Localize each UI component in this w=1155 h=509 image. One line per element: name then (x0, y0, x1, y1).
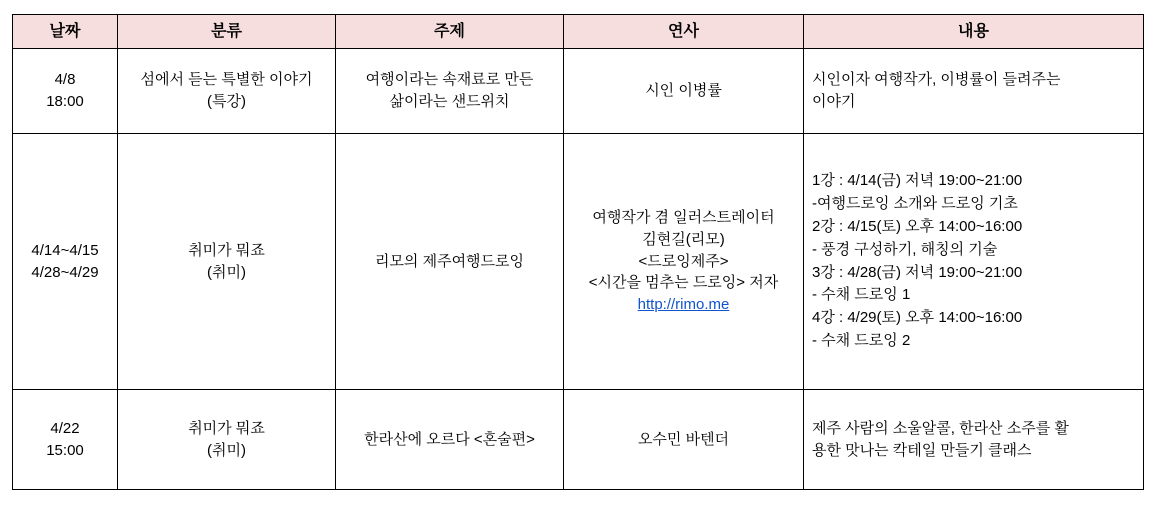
table-header-row (13, 15, 1144, 49)
cell-date (13, 134, 118, 390)
content-line: 용한 맛나는 칵테일 만들기 클래스 (812, 441, 1032, 459)
category-line: (특강) (207, 93, 246, 110)
speaker-line: <드로잉제주> (638, 252, 729, 270)
date-line: 4/8 (54, 71, 76, 89)
category-line: 취미가 뭐죠 (188, 419, 265, 437)
topic-line: 삶이라는 샌드위치 (389, 93, 510, 110)
content-line: 제주 사람의 소울알콜, 한라산 소주를 활 (812, 419, 1069, 437)
cell-category (118, 49, 336, 134)
date-line: 4/28~4/29 (31, 263, 99, 281)
content-line: - 풍경 구성하기, 해칭의 기술 (812, 240, 998, 258)
column-header-topic: 주제 (336, 15, 564, 49)
table-body (13, 49, 1144, 490)
cell-date (13, 390, 118, 490)
cell-category (118, 390, 336, 490)
speaker-line: 시인 이병률 (645, 82, 722, 100)
cell-speaker (564, 390, 804, 490)
table-row (13, 49, 1144, 134)
date-line: 18:00 (46, 93, 84, 110)
date-line: 15:00 (46, 441, 84, 459)
speaker-line: <시간을 멈추는 드로잉> 저자 (588, 274, 779, 292)
column-header-content: 내용 (804, 15, 1144, 49)
cell-topic (336, 390, 564, 490)
content-line: - 수채 드로잉 1 (812, 286, 911, 304)
topic-line: 리모의 제주여행드로잉 (374, 252, 525, 270)
content-line: 이야기 (812, 93, 856, 110)
speaker-line: 오수민 바텐더 (637, 430, 730, 448)
cell-speaker (564, 49, 804, 134)
speaker-line: 여행작가 겸 일러스트레이터 (592, 209, 775, 227)
table-row (13, 134, 1144, 390)
category-line: 취미가 뭐죠 (188, 241, 265, 259)
table-header (13, 15, 1144, 49)
speaker-website-link[interactable]: http://rimo.me (637, 296, 730, 314)
date-line: 4/14~4/15 (31, 241, 99, 259)
content-line: 3강 : 4/28(금) 저녁 19:00~21:00 (812, 263, 1023, 281)
content-line: 2강 : 4/15(토) 오후 14:00~16:00 (812, 217, 1023, 235)
content-line: 시인이자 여행작가, 이병률이 들려주는 (812, 71, 1061, 89)
date-line: 4/22 (50, 419, 80, 437)
column-header-category: 분류 (118, 15, 336, 49)
speaker-line: 김현길(리모) (642, 230, 725, 248)
content-line: - 수채 드로잉 2 (812, 331, 911, 349)
cell-content (804, 134, 1144, 390)
cell-category (118, 134, 336, 390)
topic-line: 한라산에 오르다 <혼술편> (364, 430, 535, 448)
cell-topic (336, 49, 564, 134)
category-line: 섬에서 듣는 특별한 이야기 (140, 71, 313, 89)
content-line: 4강 : 4/29(토) 오후 14:00~16:00 (812, 309, 1023, 327)
column-header-date: 날짜 (13, 15, 118, 49)
cell-speaker (564, 134, 804, 390)
topic-line: 여행이라는 속재료로 만든 (365, 71, 534, 89)
category-line: (취미) (207, 441, 246, 459)
content-line: -여행드로잉 소개와 드로잉 기초 (812, 195, 1018, 213)
cell-date (13, 49, 118, 134)
cell-content (804, 390, 1144, 490)
category-line: (취미) (207, 263, 246, 281)
cell-topic (336, 134, 564, 390)
column-header-speaker: 연사 (564, 15, 804, 49)
cell-content (804, 49, 1144, 134)
table-row (13, 390, 1144, 490)
schedule-table (12, 14, 1144, 490)
content-line: 1강 : 4/14(금) 저녁 19:00~21:00 (812, 172, 1023, 190)
